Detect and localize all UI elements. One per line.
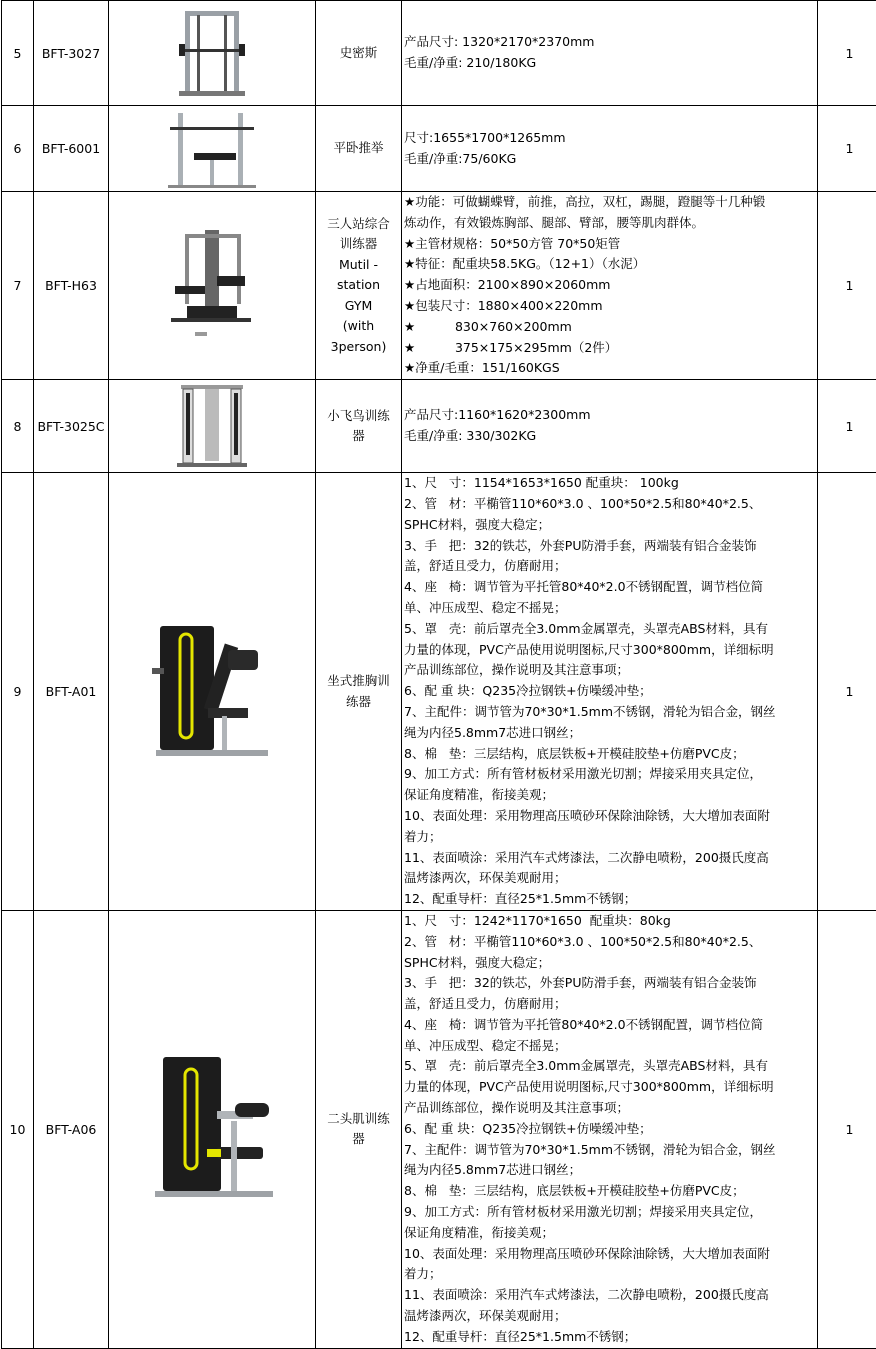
description-line: 5、罩 壳：前后罩壳全3.0mm金属罩壳，头罩壳ABS材料，具有 [404, 1056, 815, 1077]
name-line: station [318, 275, 399, 296]
description-line: 12、配重导杆：直径25*1.5mm不锈钢； [404, 889, 815, 910]
description-line: 单、冲压成型、稳定不摇晃； [404, 598, 815, 619]
description-line: 着力； [404, 1264, 815, 1285]
name-line: 3person) [318, 337, 399, 358]
product-spec-table [1, 0, 876, 1349]
seated-chest-press-photo [109, 473, 316, 911]
description-line: 10、表面处理：采用物理高压喷砂环保除油除锈，大大增加表面附 [404, 1244, 815, 1265]
description-line: 8、棉 垫：三层结构，底层铁板+开模硅胶垫+仿磨PVC皮； [404, 744, 815, 765]
quantity: 1 [818, 1, 876, 106]
description-line: 保证角度精准，衔接美观； [404, 785, 815, 806]
table-row [2, 106, 876, 192]
description-line: ★主管材规格：50*50方管 70*50矩管 [404, 234, 815, 255]
name-line: 器 [318, 426, 399, 447]
description-line: ★净重/毛重：151/160KGS [404, 358, 815, 379]
description-line: ★包装尺寸：1880×400×220mm [404, 296, 815, 317]
product-description [402, 380, 818, 473]
quantity: 1 [818, 380, 876, 473]
model-code: BFT-H63 [34, 192, 109, 380]
description-line: 绳为内径5.8mm7芯进口钢丝； [404, 723, 815, 744]
table-row [2, 473, 876, 911]
product-description [402, 106, 818, 192]
description-line: 3、手 把：32的铁芯，外套PU防滑手套，两端装有铝合金装饰 [404, 536, 815, 557]
description-line: 着力； [404, 827, 815, 848]
description-line: 11、表面喷涂：采用汽车式烤漆法，二次静电喷粉，200摄氏度高 [404, 1285, 815, 1306]
description-line: 7、主配件：调节管为70*30*1.5mm不锈钢，滑轮为铝合金，钢丝 [404, 1140, 815, 1161]
product-name [316, 910, 402, 1348]
row-number: 9 [2, 473, 34, 911]
product-description [402, 910, 818, 1348]
cable-crossover-photo [109, 380, 316, 473]
model-code: BFT-3027 [34, 1, 109, 106]
product-description [402, 1, 818, 106]
description-line: 2、管 材：平椭管110*60*3.0 、100*50*2.5和80*40*2.5、 [404, 494, 815, 515]
name-line: 器 [318, 1129, 399, 1150]
description-line: ★占地面积：2100×890×2060mm [404, 275, 815, 296]
description-line: 温烤漆两次，环保美观耐用； [404, 868, 815, 889]
product-description [402, 473, 818, 911]
description-line: 3、手 把：32的铁芯，外套PU防滑手套，两端装有铝合金装饰 [404, 973, 815, 994]
description-line: 1、尺 寸：1242*1170*1650 配重块：80kg [404, 911, 815, 932]
description-line: 8、棉 垫：三层结构，底层铁板+开模硅胶垫+仿磨PVC皮； [404, 1181, 815, 1202]
biceps-curl-machine-photo [109, 910, 316, 1348]
description-line: 力量的体现，PVC产品使用说明图标,尺寸300*800mm，详细标明 [404, 1077, 815, 1098]
description-line: 毛重/净重: 330/302KG [404, 426, 815, 447]
product-name [316, 380, 402, 473]
description-line: 产品尺寸:1160*1620*2300mm [404, 405, 815, 426]
quantity: 1 [818, 106, 876, 192]
description-line: 6、配 重 块：Q235冷拉钢铁+仿噪缓冲垫； [404, 681, 815, 702]
description-line: 4、座 椅：调节管为平托管80*40*2.0不锈钢配置，调节档位简 [404, 577, 815, 598]
name-line: (with [318, 316, 399, 337]
description-line: 炼动作，有效锻炼胸部、腿部、臂部，腰等肌肉群体。 [404, 213, 815, 234]
description-line: 温烤漆两次，环保美观耐用； [404, 1306, 815, 1327]
name-line: 坐式推胸训 [318, 671, 399, 692]
description-line: 力量的体现，PVC产品使用说明图标,尺寸300*800mm，详细标明 [404, 640, 815, 661]
description-line: SPHC材料，强度大稳定； [404, 953, 815, 974]
description-line: 1、尺 寸：1154*1653*1650 配重块： 100kg [404, 473, 815, 494]
description-line: 2、管 材：平椭管110*60*3.0 、100*50*2.5和80*40*2.5、 [404, 932, 815, 953]
table-row [2, 910, 876, 1348]
model-code: BFT-A01 [34, 473, 109, 911]
description-line: 4、座 椅：调节管为平托管80*40*2.0不锈钢配置，调节档位简 [404, 1015, 815, 1036]
description-line: ★特征：配重块58.5KG。（12+1）（水泥） [404, 254, 815, 275]
description-line: 12、配重导杆：直径25*1.5mm不锈钢； [404, 1327, 815, 1348]
quantity: 1 [818, 473, 876, 911]
table-row [2, 192, 876, 380]
product-name [316, 473, 402, 911]
description-line: 11、表面喷涂：采用汽车式烤漆法，二次静电喷粉，200摄氏度高 [404, 848, 815, 869]
description-line: 9、加工方式：所有管材板材采用激光切割；焊接采用夹具定位， [404, 764, 815, 785]
product-name [316, 192, 402, 380]
row-number: 5 [2, 1, 34, 106]
description-line: 产品训练部位，操作说明及其注意事项； [404, 1098, 815, 1119]
table-row [2, 1, 876, 106]
name-line: 训练器 [318, 234, 399, 255]
description-line: 产品尺寸: 1320*2170*2370mm [404, 32, 815, 53]
description-line: ★功能：可做蝴蝶臂，前推，高拉，双杠，踢腿，蹬腿等十几种锻 [404, 192, 815, 213]
product-description [402, 192, 818, 380]
name-line: 三人站综合 [318, 214, 399, 235]
model-code: BFT-6001 [34, 106, 109, 192]
description-line: 单、冲压成型、稳定不摇晃； [404, 1036, 815, 1057]
description-line: 6、配 重 块：Q235冷拉钢铁+仿噪缓冲垫； [404, 1119, 815, 1140]
description-line: SPHC材料，强度大稳定； [404, 515, 815, 536]
flat-bench-press-photo [109, 106, 316, 192]
description-line: ★ 375×175×295mm（2件） [404, 338, 815, 359]
description-line: 盖，舒适且受力，仿磨耐用； [404, 994, 815, 1015]
name-line: GYM [318, 296, 399, 317]
table-row [2, 380, 876, 473]
quantity: 1 [818, 192, 876, 380]
quantity: 1 [818, 910, 876, 1348]
description-line: 尺寸:1655*1700*1265mm [404, 128, 815, 149]
product-name: 史密斯 [316, 1, 402, 106]
product-name: 平卧推举 [316, 106, 402, 192]
name-line: Mutil - [318, 255, 399, 276]
description-line: 绳为内径5.8mm7芯进口钢丝； [404, 1160, 815, 1181]
description-line: 7、主配件：调节管为70*30*1.5mm不锈钢，滑轮为铝合金，钢丝 [404, 702, 815, 723]
model-code: BFT-A06 [34, 910, 109, 1348]
name-line: 二头肌训练 [318, 1109, 399, 1130]
description-line: 保证角度精准，衔接美观； [404, 1223, 815, 1244]
multi-station-gym-photo [109, 192, 316, 380]
description-line: ★ 830×760×200mm [404, 317, 815, 338]
model-code: BFT-3025C [34, 380, 109, 473]
row-number: 7 [2, 192, 34, 380]
row-number: 6 [2, 106, 34, 192]
description-line: 5、罩 壳：前后罩壳全3.0mm金属罩壳，头罩壳ABS材料，具有 [404, 619, 815, 640]
description-line: 毛重/净重:75/60KG [404, 149, 815, 170]
smith-machine-photo [109, 1, 316, 106]
description-line: 9、加工方式：所有管材板材采用激光切割；焊接采用夹具定位， [404, 1202, 815, 1223]
description-line: 盖，舒适且受力，仿磨耐用； [404, 556, 815, 577]
description-line: 产品训练部位，操作说明及其注意事项； [404, 660, 815, 681]
name-line: 练器 [318, 692, 399, 713]
description-line: 毛重/净重: 210/180KG [404, 53, 815, 74]
row-number: 8 [2, 380, 34, 473]
description-line: 10、表面处理：采用物理高压喷砂环保除油除锈，大大增加表面附 [404, 806, 815, 827]
row-number: 10 [2, 910, 34, 1348]
name-line: 小飞鸟训练 [318, 406, 399, 427]
